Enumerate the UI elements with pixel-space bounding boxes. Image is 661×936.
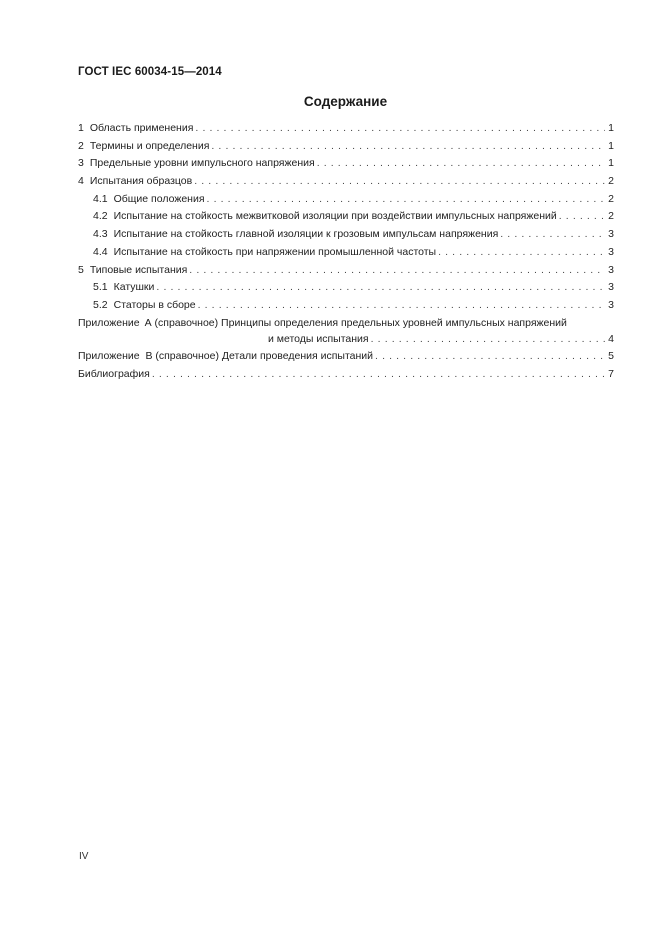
toc-entry-number: 5.2 bbox=[93, 298, 108, 311]
toc-entry-number: 4.1 bbox=[93, 192, 108, 205]
toc-entry-page: 3 bbox=[608, 228, 614, 241]
toc-entry-label: Испытание на стойкость при напряжении промышленной частоты bbox=[114, 244, 439, 262]
toc-leader-dots bbox=[559, 208, 605, 226]
toc-leader-dots bbox=[438, 244, 605, 262]
toc-entry-2[interactable] bbox=[78, 138, 614, 156]
toc-entry-label: Библиография bbox=[78, 366, 152, 384]
appendix-prefix: Приложение bbox=[78, 316, 140, 329]
toc-entry-number: 4.3 bbox=[93, 228, 108, 241]
toc-leader-dots bbox=[152, 366, 605, 384]
toc-leader-dots bbox=[211, 138, 605, 156]
toc-leader-dots bbox=[156, 279, 605, 297]
toc-entry-page: 3 bbox=[608, 281, 614, 294]
toc-entry-label: Типовые испытания bbox=[90, 262, 189, 280]
toc-appendix-b[interactable] bbox=[78, 348, 614, 366]
toc-leader-dots bbox=[189, 262, 605, 280]
toc-entry-page: 2 bbox=[608, 192, 614, 205]
toc-entry-page: 5 bbox=[608, 350, 614, 363]
toc-entry-page: 7 bbox=[608, 367, 614, 380]
toc-appendix-a[interactable] bbox=[78, 315, 614, 349]
toc-entry-4-3[interactable] bbox=[78, 226, 614, 244]
toc-entry-label: Испытания образцов bbox=[90, 173, 194, 191]
toc-leader-dots bbox=[500, 226, 605, 244]
toc-entry-label: Статоры в сборе bbox=[114, 297, 198, 315]
toc-entry-label: Общие положения bbox=[114, 191, 207, 209]
toc-entry-page: 2 bbox=[608, 210, 614, 223]
toc-leader-dots bbox=[194, 173, 605, 191]
toc-leader-dots bbox=[375, 348, 605, 366]
toc-title: Содержание bbox=[303, 94, 388, 109]
toc-entry-label: Катушки bbox=[114, 279, 157, 297]
toc-entry-5-1[interactable] bbox=[78, 279, 614, 297]
toc-entry-number: 4.4 bbox=[93, 245, 108, 258]
toc-entry-page: 3 bbox=[608, 298, 614, 311]
page-number: IV bbox=[79, 851, 89, 862]
toc-leader-dots bbox=[371, 331, 605, 349]
table-of-contents bbox=[78, 120, 614, 384]
toc-leader-dots bbox=[207, 191, 605, 209]
appendix-label-continued: и методы испытания bbox=[268, 331, 371, 349]
toc-entry-number: 5.1 bbox=[93, 281, 108, 294]
toc-entry-number: 4.2 bbox=[93, 210, 108, 223]
document-standard-header: ГОСТ IEC 60034-15—2014 bbox=[78, 66, 222, 78]
toc-leader-dots bbox=[317, 155, 605, 173]
toc-entry-page: 2 bbox=[608, 175, 614, 188]
toc-entry-3[interactable] bbox=[78, 155, 614, 173]
toc-entry-1[interactable] bbox=[78, 120, 614, 138]
toc-entry-page: 1 bbox=[608, 157, 614, 170]
toc-entry-label: Термины и определения bbox=[90, 138, 212, 156]
toc-entry-number: 1 bbox=[78, 122, 84, 134]
toc-entry-page: 4 bbox=[608, 332, 614, 345]
appendix-prefix: Приложение bbox=[78, 350, 140, 363]
appendix-label: А (справочное) Принципы определения предельных уровней импульсных напряжений bbox=[144, 316, 567, 329]
toc-entry-number: 4 bbox=[78, 175, 84, 188]
toc-entry-4-1[interactable] bbox=[78, 191, 614, 209]
toc-leader-dots bbox=[195, 120, 605, 138]
toc-entry-4-2[interactable] bbox=[78, 208, 614, 226]
appendix-label: В (справочное) Детали проведения испытаний bbox=[145, 350, 374, 363]
toc-bibliography[interactable] bbox=[78, 366, 614, 384]
toc-entry-label: Испытание на стойкость главной изоляции к грозовым импульсам напряжения bbox=[114, 226, 501, 244]
toc-entry-5-2[interactable] bbox=[78, 297, 614, 315]
toc-entry-page: 3 bbox=[608, 263, 614, 276]
toc-entry-page: 3 bbox=[608, 245, 614, 258]
toc-entry-number: 3 bbox=[78, 157, 84, 170]
toc-entry-page: 1 bbox=[608, 122, 614, 134]
toc-entry-5[interactable] bbox=[78, 262, 614, 280]
toc-entry-label: Испытание на стойкость межвитковой изоляции при воздействии импульсных напряжений bbox=[114, 208, 559, 226]
toc-entry-number: 5 bbox=[78, 263, 84, 276]
toc-entry-number: 2 bbox=[78, 139, 84, 152]
toc-entry-label: Область применения bbox=[90, 120, 196, 138]
toc-entry-label: Предельные уровни импульсного напряжения bbox=[90, 155, 317, 173]
toc-entry-page: 1 bbox=[608, 139, 614, 152]
toc-leader-dots bbox=[198, 297, 605, 315]
toc-entry-4[interactable] bbox=[78, 173, 614, 191]
toc-entry-4-4[interactable] bbox=[78, 244, 614, 262]
